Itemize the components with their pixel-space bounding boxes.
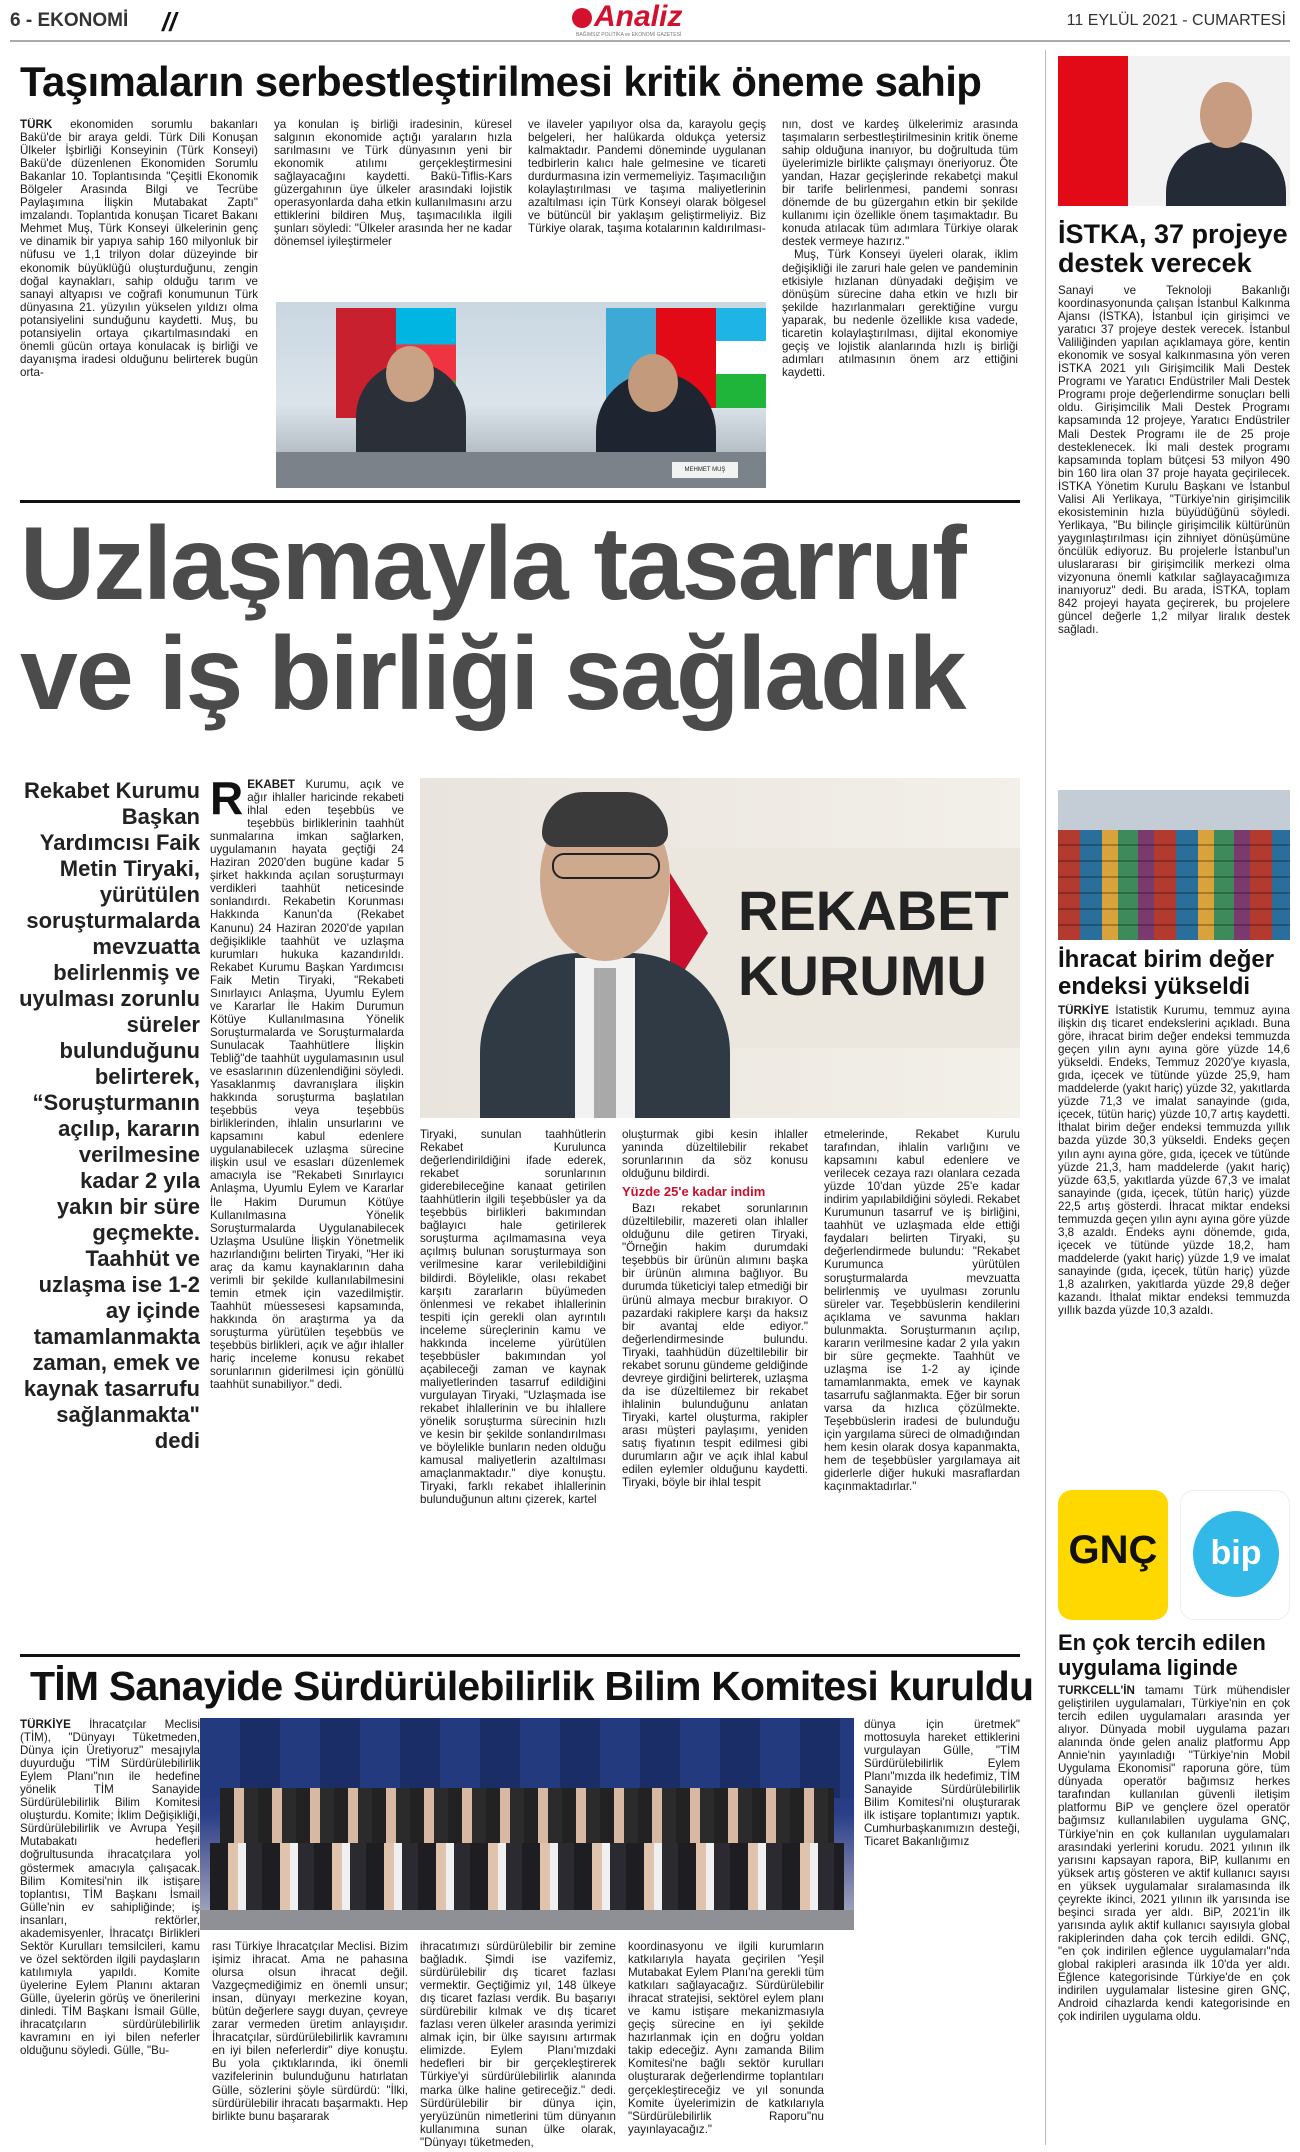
side2-text [1058, 1004, 1290, 1484]
article3-col-right-text: dünya için üretmek" mottosuyla hareket ettiklerini vurgulayan Gülle, "TİM Sürdürülebilirlik Eylem Planı"mızda ilk hedefimiz, TİM Sanayide Sürdürülebilirlik Bilim Komitesi'ni oluşturarak ilk istişare toplantımızı yaptık. Cumhurbaşkanımızın desteği, Ticaret Bakanlığımız [864, 1718, 1020, 1849]
article1-lead: TÜRK [20, 118, 53, 131]
article2-col3-para2: Bazı rekabet sorunlarının düzeltilebilir, mazereti olan ihlaller olduğunu dile getiren Tiryaki, "Örneğin hakim durumdaki teşebbüs bir ürünün alımını başka bir ürünün alımına bağlıyor. Bu durumda tüketiciyi talep etmediği bir ürünü almaya mecbur bırakıyor. O pazardaki rakiplere karşı da haksız bir avantaj elde ediyor." değerlendirmesinde bulundu. Tiryaki, taahhüdün düzeltilebilir bir rekabet sorunu gündeme geldiğinde devreye girdiğini belirterek, uzlaşma da ise düzeltilemez bir rekabet ihlalinin bulunduğunu anlatan Tiryaki, kartel oluşturma, rakipler arası müşteri paylaşımı, yeniden satış fiyatının tespit edilmesi gibi durumların ağır ve açık ihlal kabul edilen eylemler olduğunu kaydetti. Tiryaki, böyle bir ihlal tespit [622, 1202, 808, 1490]
article2-col4-text: etmelerinde, Rekabet Kurulu tarafından, ihlalin varlığını ve kapsamını kabul edenlere ve verilecek cezaya razı olanlara cezada yüzde 10'dan yüzde 25'e kadar indirim yapılabildiğini söyledi. Rekabet Kurumunun tasarruf ve iş birliğini, taahhüt ve uzlaşmada elde ettiği faydaları belirten Tiryaki, şu değerlendirmede bulundu: "Rekabet Kurumunca yürütülen soruşturmalarda mevzuatta belirlenmiş ve uyulması zorunlu süreler var. Teşebbüslerin kendilerini açıklama ve savunma hakları bulunmakta. Soruşturmanın açılıp, kararın verilmesine kadar 2 yıla yakın bir süre geçmekte. Taahhüt ve uzlaşma ise 1-2 ay içinde tamamlanmakta, emek ve kaynak tasarrufu sağlanmakta. Eğer bir sorun varsa da hızlıca çözülmekte. Teşebbüslerin iradesi de bulunduğu için yargılama süreci de olmadığından hem kesin olarak dosya kapanmakta, hem de teşebbüsler yargılamaya ait giderlerle diğer hukuki masraflardan kaçınmaktadırlar." [824, 1128, 1020, 1494]
gnc-logo [1058, 1490, 1168, 1620]
article2-lead: EKABET [247, 778, 295, 791]
article3-col4-text: koordinasyonu ve ilgili kurumların katkılarıyla hayata geçirilen 'Yeşil Mutabakat Eylem Planı'na gerekli tüm katkıları sağlayacağız. Sürdürülebilir ihracat stratejisi, sektörel eylem planı ve kamu istişare mekanizmasıyla geçiş sürecine en iyi şekilde hazırlanmak için en doğru yoldan takip edeceğiz. Aynı zamanda Bilim Komitesi'ne bağlı sektör kurulları oluşturarak değerlendirme toplantıları gerçekleştireceğiz ve yıl sonunda Komite üyelerimizin de katkılarıyla "Sürdürülebilirlik Raporu"nu yayınlayacağız." [628, 1940, 824, 2136]
logo-text: Analiz [594, 0, 683, 33]
bip-logo-text: bip [1210, 1534, 1262, 1572]
article2-col4 [824, 1128, 1020, 1646]
article-divider-2 [20, 1654, 1020, 1657]
meeting-photo [276, 302, 766, 488]
group-front-row [210, 1843, 844, 1913]
article2-col3-para1: oluşturmak gibi kesin ihlaller yanında düzeltilebilir rekabet sorunlarının da söz konusu olduğunu bildirdi. [622, 1128, 808, 1181]
rekabet-sign-line1: REKABET [738, 879, 1009, 942]
article3-col3-text: ihracatımızı sürdürülebilir bir zemine bağladık. Şimdi ise vazifemiz, sürdürülebilir dış ticaret fazlası vermektir. Geçtiğimiz yıl, 148 ülkeye dış ticaret fazlası verdik. Bu başarıyı sürdürebilir kılmak ve dış ticaret fazlası veren ülkeler arasında yerimizi almak için, bir ülke sayısını artırmak elimizde. Eylem Planı'mızdaki hedefleri bir bir gerçekleştirerek Türkiye'yi sürdürülebilirlik alanında marka ülke haline getireceğiz." dedi. Sürdürülebilir bir dünya için, yeryüzünün nimetlerini tüm dünyanın kullanımına sunan ülke olarak, "Dünyayı tüketmeden, [420, 1940, 616, 2148]
article3-col2-text: rası Türkiye İhracatçılar Meclisi. Bizim işimiz ihracat. Ama ne pahasına olursa olsun ihracat değil. Vazgeçmediğimiz en önemli unsur; insan, dünyayı merkezine koyan, bütün değerlere saygı duyan, çevreye zarar vermeden üretim anlayışıdır. İhracatçılar, sürdürülebilirlik kavramını en iyi bilen neferlerdir" diye konuştu. Bu yola çıktıklarında, iki önemli vazifelerinin bulunduğunu hatırlatan Gülle, sözlerini şöyle sürdürdü: "İlki, sürdürülebilir ihracatı başarmaktı. Hep birlikte bunu başararak [212, 1940, 408, 2123]
portrait-photo [420, 778, 1020, 1118]
article2-col2 [420, 1128, 606, 1646]
article3-lead: TÜRKİYE [20, 1718, 71, 1731]
person-hair [542, 792, 668, 847]
article2-col1 [210, 778, 404, 1646]
article1-col2-text: ya konulan iş birliği iradesinin, küresel salgının ekonomide açtığı yaraların hızla sarılmasını ve Türk dünyasının yeni bir ekonomik atılımı gerçekleştirmesini sağlayacağını kaydetti. Bakü-Tiflis-Kars güzergahının üye ülkeler arasındaki lojistik operasyonlarda daha etkin kullanılmasını arzu ettiklerini bildiren Muş, taşımacılıkla ilgili şunları söyledi: "Ülkeler arasında her ne kadar dönemsel iyileştirmeler [274, 118, 512, 249]
governor-photo [1058, 56, 1290, 206]
containers-sky [1058, 790, 1290, 830]
article2-title-line2: ve iş birliği sağladık [20, 616, 965, 732]
article3-col-right [864, 1718, 1020, 1928]
page-number: 6 - EKONOMİ [10, 10, 129, 31]
article1-col3-text: ve ilaveler yapılıyor olsa da, karayolu geçiş belgeleri, her halükarda oldukça yetersiz kalmaktadır. Pandemi döneminde uygulanan tedbirlerin kalıcı hale gelmesine ve ticareti durdurmasına izin vermemeliyiz. Taşımacılığın kolaylaştırılması ve taşıma maliyetlerinin azaltılması için Türk Konseyi olarak bölgesel ve bütüncül bir yaklaşım geliştirmeliyiz. Biz Türkiye olarak, taşıma kotalarının kaldırılması- [528, 118, 766, 236]
section-name: EKONOMİ [37, 10, 129, 31]
sidebar-divider [1045, 50, 1046, 2145]
rekabet-sign-line2: KURUMU [738, 944, 987, 1007]
article1-col4-para1: nın, dost ve kardeş ülkelerimiz arasında taşımaların serbestleştirilmesinin kritik öneme sahip olduğuna inanıyor, bu doğrultuda tüm üyelerimizle birlikte çalışmayı öneriyoruz. Öte yandan, Hazar geçişlerinde rekabetçi makul bir tarife belirlenmesi, pandemi sonrası dönemde de bu güzergahın etkin bir şekilde kullanımı için özellikle önem taşımaktadır. Bu konuda atılacak tüm adımlara Türkiye olarak destek vermeye hazırız." [782, 118, 1018, 249]
page-header [0, 0, 1300, 44]
governor-suit [1166, 142, 1286, 206]
article2-title-line1: Uzlaşmayla tasarruf [20, 506, 965, 622]
side2-body: İstatistik Kurumu, temmuz ayına ilişkin dış ticaret endekslerini açıkladı. Buna göre, ihracat birim değer endeksi temmuzda geçen yılın aynı ayına göre yüzde 14,6 yükseldi. Endeks, Temmuz 2020'ye kıyasla, gıda, içecek ve tütünde yüzde 25,9, ham maddelerde (yakıt hariç) yüzde 32, yakıtlarda yüzde 71,3 ve imalat sanayinde (gıda, içecek, tütün hariç) yüzde 10,7 artış kaydetti. İthalat birim değer endeksi temmuzda yıllık bazda yüzde 30,3 yükseldi. Endeks geçen yılın aynı ayına göre, gıda, içecek ve tütünde yüzde 21,3, ham maddelerde (yakıt hariç) yüzde 63,5, yakıtlarda yüzde 67,3 ve imalat sanayinde (gıda, içecek, tütün hariç) yüzde 22,5 artış gösterdi. İhracat miktar endeksi temmuzda geçen yılın aynı ayına göre yüzde 3,8 azaldı. Endeks aynı dönemde, gıda, içecek ve tütünde yüzde 18,2, ham maddelerde (yakıt hariç) yüzde 1,9 ve imalat sanayinde (gıda, içecek, tütün hariç) yüzde 1,8 azalırken, yakıtlarda yüzde 29,8 değer kazandı. İthalat miktar endeksi temmuzda yıllık bazda yüzde 10,3 azaldı. [1058, 1004, 1290, 1318]
side3-text [1058, 1684, 1290, 2148]
side3-title: En çok tercih edilen uygulama liginde [1058, 1630, 1266, 1680]
article3-col1 [20, 1718, 200, 2148]
issue-date: 11 EYLÜL 2021 - CUMARTESİ [1066, 12, 1286, 29]
article1-title: Taşımaların serbestleştirilmesi kritik öneme sahip [20, 58, 982, 105]
glasses-icon [552, 853, 660, 879]
backdrop-logos [200, 1718, 854, 1798]
section-slashes-icon: // [162, 7, 177, 37]
side3-body: tamamı Türk mühendisler geliştirilen uygulamaları, Türkiye'nin en çok tercih edilen uygulamaları arasında yer alıyor. Dünyada mobil uygulama pazarı alanında önde gelen analiz platformu App Annie'nin yayınladığı "Türkiye'nin Mobil Uygulama Ekonomisi" raporuna göre, tüm dünyada operatör bağımsız herkes tarafından kullanılan güvenli iletişim platformu BiP ve gençlere özel operatör bağımsız kullanılabilen uygulama GNÇ, Türkiye'nin en çok kullanılan uygulamaları arasındaki yerlerini korudu. 2021 yılının ilk yarısını kapsayan rapora, BiP, kullanımı en yüksek artış gösteren ve aktif kullanıcı sayısı en yüksek uygulamalar sıralamasında ilk çeyrekte ikinci, 2021 yılının ilk yarısında ise beşinci sırada yer aldı. BiP, 2021'in ilk yarısında aylık aktif kullanıcı sayısıyla global rakiplerinden daha çok tercih edildi. GNÇ, "en çok indirilen eğlence uygulamaları"nda global rakipleri arasında ilk 10'da yer aldı. Eğlence kategorisinde Türkiye'de en çok indirilen uygulamalar listesine giren GNÇ, Android cihazlarda kendi kategorisinde en çok indirilen uygulama oldu. [1058, 1684, 1290, 2024]
containers-shade [1058, 830, 1290, 940]
containers-photo [1058, 790, 1290, 940]
side1-body: Sanayi ve Teknoloji Bakanlığı koordinasyonunda çalışan İstanbul Kalkınma Ajansı (İSTKA), İstanbul için girişimci ve yaratıcı 37 projeye destek verecek. İstanbul Valiliğinden yapılan açıklamaya göre, kentin ekonomik ve sosyal kalkınmasına yön veren İSTKA 2021 yılı Girişimcilik Mali Destek Programı ve Yaratıcı Endüstriler Mali Destek Programı proje değerlendirme sonuçları belli oldu. Girişimcilik Mali Destek Programı kapsamında 12 projeye, Yaratıcı Endüstriler Mali Destek Programı ile de 25 proje desteklenecek. İki mali destek programı kapsamında toplam bütçesi 53 milyon 490 bin 160 lira olan 37 proje hayata geçirilecek. İSTKA Yönetim Kurulu Başkanı ve İstanbul Valisi Ali Yerlikaya, "Türkiye'nin girişimcilik ekosisteminin hızla büyüdüğünü söyledi. Yerlikaya, "Bu bilinçle girişimcilik kültürünün yaygınlaştırılması için zihniyet dönüşümüne öncülük ediyoruz. Bu projelerle İstanbul'un uluslararası bir girişimcilik merkezi olma vizyonuna önemli katkılar sağlayacağımıza inanıyoruz" dedi. Bu arada, İSTKA, toplam 842 projeyi hayata geçirerek, bu projelere güncel değerle 1,2 milyar liralık destek sağladı. [1058, 284, 1290, 637]
side2-lead: TÜRKİYE [1058, 1004, 1109, 1017]
bip-logo [1180, 1490, 1290, 1620]
article2-dropcap: R [210, 778, 244, 824]
logo [572, 2, 742, 40]
logo-mark-icon [572, 8, 592, 28]
article1-col1 [20, 118, 258, 490]
article1-col4 [782, 118, 1018, 490]
side1-title: İSTKA, 37 projeye destek verecek [1058, 219, 1288, 278]
article3-col2 [212, 1940, 408, 2148]
logo-tagline: BAĞIMSIZ POLİTİKA ve EKONOMİ GAZETESİ [576, 32, 682, 38]
page-number-text: 6 [10, 10, 21, 31]
governor-head [1200, 82, 1252, 148]
article2-col1-text: Kurumu, açık ve ağır ihlaller haricinde rekabeti ihlal eden teşebbüs ve teşebbüs birliklerinin taahhüt sunmalarına imkan sağlarken, uygulamanın hayata geçtiği 24 Haziran 2020'den bugüne kadar 5 şirket hakkında açılan soruşturmayı verdikleri taahhüt neticesinde sonlandırdı. Rekabetin Korunması Hakkında Kanun'da (Rekabet Kanunu) 24 Haziran 2020'de yapılan değişiklikle taahhüt ve uzlaşma kurumları hukuka kazandırıldı. Rekabet Kurumu Başkan Yardımcısı Faik Metin Tiryaki, "Rekabeti Sınırlayıcı Anlaşma, Uyumlu Eylem ve Kararlar İle Hakim Durumun Kötüye Kullanılmasına Yönelik Soruşturmalarda ve Soruşturmalarda Sunulacak Taahhütlere İlişkin Tebliğ"de taahhüt uygulamasının usul ve esaslarının düzenlendiğini söyledi. Yasaklanmış davranışlara ilişkin hakkında soruşturma başlatılan teşebbüs veya teşebbüs birliklerinden, ihlalin unsurlarını ve kapsamını kabul edenlere uygulanabilecek uzlaşma sürecine ilişkin usul ve esasları düzenlemek amacıyla ise "Rekabeti Sınırlayıcı Anlaşma, Uyumlu Eylem ve Kararlar İle Hakim Durumun Kötüye Kullanılmasına Yönelik Soruşturmalarda Uygulanabilecek Uzlaşma Usulüne İlişkin Yönetmelik hazırlandığını belirten Tiryaki, "Her iki araç da kamu kaynaklarının daha verimli bir şekilde kullanılabilmesini temin etmek için vazedilmiştir. Taahhüt müessesesi kapsamında, hakkında ön araştırma ya da soruşturma yürütülen teşebbüs ve teşebbüs birlikleri, açık ve ağır ihlaller hariç inceleme konusu rekabet sorunlarının giderilmesi için gönüllü taahhüt sunabiliyor." dedi. [210, 778, 404, 1392]
article1-col2 [274, 118, 512, 294]
article1-col4-para2: Muş, Türk Konseyi üyeleri olarak, iklim değişikliği ile zaruri hale gelen ve pandeminin etkisiyle hızlanan dünyadaki değişim ve dönüşüm sürecine daha etkin ve hızlı bir şekilde hazırlanmaları gerektiğine vurgu yaparak, bu nedenle özellikle kısa vadede, ticaretin kolaylaştırılması, dijital ekonomiye geçiş ve lojistik alanlarında hızlı iş birliği adımları atılmasının önem arz ettiğini kaydetti. [782, 248, 1018, 379]
stage-floor [200, 1910, 854, 1930]
article1-col3 [528, 118, 766, 294]
article2-col3 [622, 1128, 808, 1646]
flag-turkey-side [1058, 56, 1128, 206]
side1-text [1058, 284, 1290, 778]
article3-col1-text: İhracatçılar Meclisi (TİM), "Dünyayı Tüketmeden, Dünya için Üretiyoruz" mesajıyla duyurduğu "TİM Sürdürülebilirlik Eylem Planı"nın ile hedefine yönelik TİM Sanayide Sürdürülebilirlik Bilim Komitesi oluşturdu. Komite; İklim Değişikliği, Sürdürülebilirlik ve Avrupa Yeşil Mutabakatı hedefleri doğrultusunda ihracatçılara yol göstermek amacıyla çalışacak. Bilim Komitesi'nin ilk istişare toplantısı, TİM Başkanı İsmail Gülle'nin ev sahipliğinde; iş insanları, rektörler, akademisyenler, İhracatçı Birlikleri Sektör Kurulları temsilcileri, kamu ve özel sektörden ilgili paydaşların katılımıyla yapıldı. Komite üyelerine Eylem Planını aktaran Gülle, üyelerin görüş ve önerilerini dinledi. TİM Başkanı İsmail Gülle, ihracatçıların sürdürülebilirlik kavramını en iyi bilen neferler olduğunu söyledi. Gülle, "Bu- [20, 1718, 200, 2058]
side2-title: İhracat birim değer endeksi yükseldi [1058, 946, 1275, 1000]
gnc-logo-text: GNÇ [1068, 1528, 1158, 1572]
side3-lead: TURKCELL'İN [1058, 1684, 1135, 1697]
flag-uzbek [716, 308, 766, 408]
article1-col1-text: ekonomiden sorumlu bakanları Bakü'de bir araya geldi. Türk Dili Konuşan Ülkeler İşbirliği Konseyinin (Türk Konseyi) Bakü'de düzenlenen Ekonomiden Sorumlu Bakanlar 10. Toplantısında "Çeşitli Ekonomik Bölgeler Arasında Bilgi ve Tecrübe Paylaşımına İlişkin Mutabakat Zaptı" imzalandı. Toplantıda konuşan Ticaret Bakanı Mehmet Muş, Türk Konseyi ülkelerinin genç ve dinamik bir yapıya sahip 160 milyonluk bir nüfusu ve 1,1 trilyon dolar düzeyinde bir ekonomik büyüklüğü oluşturduğunu, zengin doğal kaynakları, sahip olduğu tarım ve sanayi altyapısı ve coğrafi konumunun Türk dünyasına 21. yüzyılın yükselen yıldızı olma potansiyelini sunduğunu kaydetti. Muş, bu potansiyelin ortaya çıkartılmasındaki en önemli gücün ortaya konulacak iş birliği ve dayanışma iradesi olduğunu belirterek bugün orta- [20, 118, 258, 379]
person-right-head [628, 354, 678, 412]
article2-col2-text: Tiryaki, sunulan taahhütlerin Rekabet Kurulunca değerlendirildiğini ifade ederek, rekabet sorunlarının giderebileceğine kanaat getirilen taahhütlerin ilgili teşebbüsler ya da teşebbüs birlikleri bakımından bağlayıcı hale getirilerek soruşturma açılmamasına veya açılmış bulunan soruşturmaya son verilmesine karar verilebildiğini bildirdi. Böylelikle, olası rekabet karşıtı zararların büyümeden önlenmesi ve rekabet ihlallerinin tespiti için gerekli olan ayrıntılı inceleme süreçlerinin kamu ve hakkında inceleme yürütülen teşebbüsler bakımından yol açabileceği zaman ve kaynak maliyetlerinden tasarruf edildiğini vurgulayan Tiryaki, "Uzlaşmada ise rekabet ihlallerinin ve bu ihlallere yönelik soruşturma sürecinin hızlı ve kesin bir şekilde sonlandırılması ve böylelikle bunların neden olduğu kamusal maliyetlerin azaltılması amaçlanmaktadır." diye konuştu. Tiryaki, farklı rekabet ihlallerinin bulunduğunun altını çizerek, kartel [420, 1128, 606, 1507]
article-divider-1 [20, 500, 1020, 503]
person-tie [594, 968, 616, 1118]
article3-col3 [420, 1940, 616, 2148]
group-back-row [220, 1788, 834, 1848]
person-left-head [386, 346, 434, 402]
nameplate: MEHMET MUŞ [672, 462, 738, 478]
article2-pull-quote: Rekabet Kurumu Başkan Yardımcısı Faik Metin Tiryaki, yürütülen soruşturmalarda mevzuatta belirlenmiş ve uyulması zorunlu süreler bulunduğunu belirterek, “Soruşturmanın açılıp, kararın verilmesine kadar 2 yıla yakın bir süre geçmekte. Taahhüt ve uzlaşma ise 1-2 ay içinde tamamlanmakta zaman, emek ve kaynak tasarrufu sağlanmakta" dedi [19, 778, 200, 1453]
group-photo [200, 1718, 854, 1930]
header-rule [10, 40, 1290, 42]
article2-subheading: Yüzde 25'e kadar indim [622, 1184, 766, 1200]
article3-col4 [628, 1940, 824, 2148]
article3-title: TİM Sanayide Sürdürülebilirlik Bilim Komitesi kuruldu [30, 1663, 1034, 1709]
